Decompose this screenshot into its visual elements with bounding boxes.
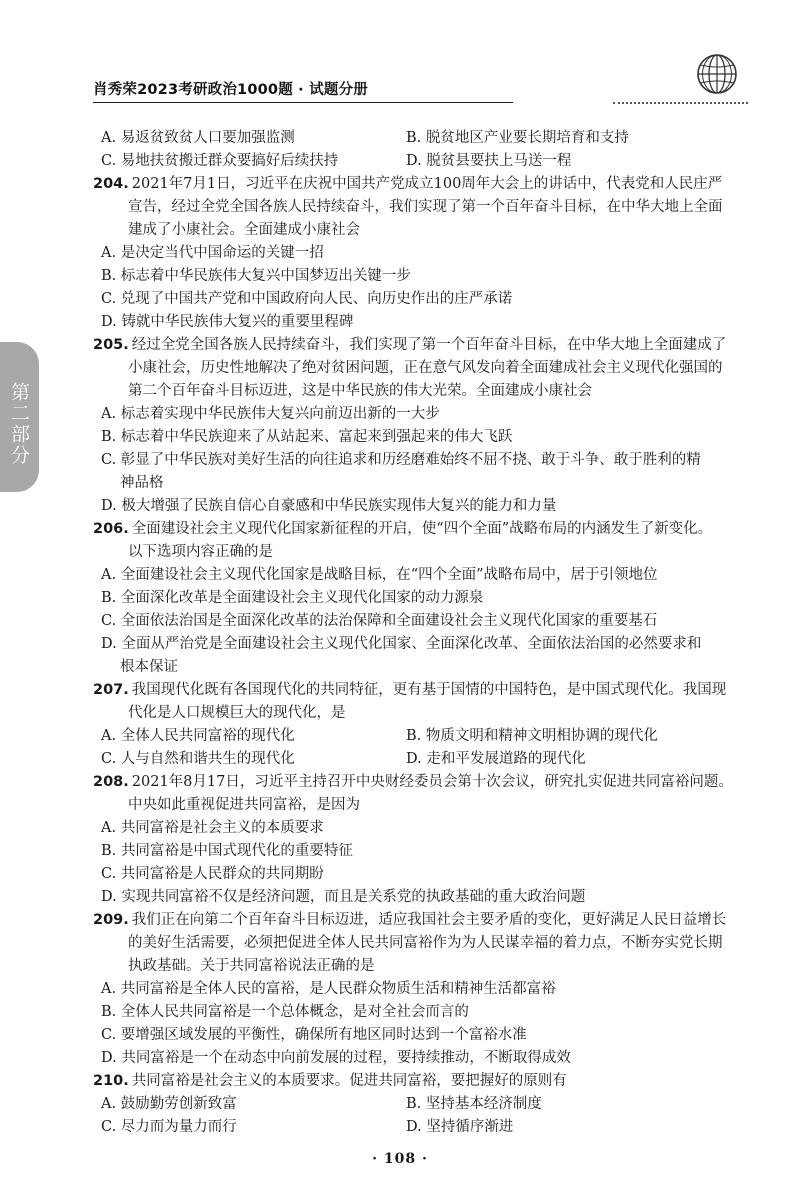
question-stem-line: 的美好生活需要，必须把促进全体人民共同富裕作为为人民谋幸福的着力点，不断夯实党长期 (128, 935, 723, 951)
answer-option: A. 易返贫致贫人口要加强监测 (101, 130, 295, 146)
answer-option: C. 要增强区域发展的平衡性，确保所有地区同时达到一个富裕水准 (101, 1027, 527, 1043)
question-number: 204. (93, 176, 129, 192)
answer-option: D. 脱贫县要扶上马送一程 (406, 153, 572, 169)
answer-option: C. 尽力而为量力而行 (101, 1119, 237, 1135)
question-stem-text: 我们正在向第二个百年奋斗目标迈进，适应我国社会主要矛盾的变化，更好满足人民日益增长 (131, 912, 727, 928)
answer-option: C. 共同富裕是人民群众的共同期盼 (101, 866, 324, 882)
answer-option: B. 全体人民共同富裕是一个总体概念，是对全社会而言的 (101, 1004, 469, 1020)
answer-option: A. 共同富裕是社会主义的本质要求 (101, 820, 324, 836)
question-stem-line: 宣告，经过全党全国各族人民持续奋斗，我们实现了第一个百年奋斗目标，在中华大地上全面 (128, 199, 723, 215)
section-side-tab-label: 第二部分 (8, 382, 30, 466)
answer-option: A. 是决定当代中国命运的关键一招 (101, 245, 324, 261)
question-number: 209. (93, 912, 129, 928)
question-stem-line: 小康社会，历史性地解决了绝对贫困问题，正在意气风发向着全面建成社会主义现代化强国的 (128, 360, 723, 376)
answer-option: D. 极大增强了民族自信心自豪感和中华民族实现伟大复兴的能力和力量 (101, 498, 557, 514)
answer-option: B. 全面深化改革是全面建设社会主义现代化国家的动力源泉 (101, 590, 484, 606)
question-number: 207. (93, 682, 129, 698)
question-stem-line (93, 335, 726, 355)
answer-option: C. 全面依法治国是全面深化改革的法治保障和全面建设社会主义现代化国家的重要基石 (101, 613, 658, 629)
answer-option: B. 标志着中华民族迎来了从站起来、富起来到强起来的伟大飞跃 (101, 429, 513, 445)
question-stem-line: 以下选项内容正确的是 (128, 544, 273, 560)
question-number: 210. (93, 1073, 129, 1089)
answer-option: D. 实现共同富裕不仅是经济问题，而且是关系党的执政基础的重大政治问题 (101, 889, 586, 905)
question-stem-line (93, 680, 726, 700)
question-stem-line: 代化是人口规模巨大的现代化，是 (128, 705, 346, 721)
question-number: 206. (93, 521, 129, 537)
question-number: 205. (93, 337, 129, 353)
answer-option: C. 彰显了中华民族对美好生活的向往追求和历经磨难始终不屈不挠、敢于斗争、敢于胜利的精 (101, 452, 701, 468)
answer-option: A. 标志着实现中华民族伟大复兴向前迈出新的一大步 (101, 406, 440, 422)
answer-option: 根本保证 (120, 659, 178, 675)
answer-option: A. 鼓励勤劳创新致富 (101, 1096, 237, 1112)
question-stem-line: 第二个百年奋斗目标迈进，这是中华民族的伟大光荣。全面建成小康社会 (128, 383, 592, 399)
question-stem-line (93, 174, 722, 194)
answer-option: D. 坚持循序渐进 (406, 1119, 514, 1135)
answer-option: A. 全面建设社会主义现代化国家是战略目标，在“四个全面”战略布局中，居于引领地位 (101, 567, 658, 583)
page-number: · 108 · (372, 1151, 428, 1167)
question-stem-line (93, 772, 733, 792)
answer-option: C. 人与自然和谐共生的现代化 (101, 751, 295, 767)
question-stem-text: 全面建设社会主义现代化国家新征程的开启，使“四个全面”战略布局的内涵发生了新变化。 (131, 521, 713, 537)
question-stem-text: 2021年8月17日，习近平主持召开中央财经委员会第十次会议，研究扎实促进共同富裕问题。 (131, 774, 733, 790)
answer-option: D. 共同富裕是一个在动态中向前发展的过程，要持续推动，不断取得成效 (101, 1050, 571, 1066)
question-stem-text: 我国现代化既有各国现代化的共同特征，更有基于国情的中国特色，是中国式现代化。我国现 (131, 682, 727, 698)
answer-option: C. 易地扶贫搬迁群众要搞好后续扶持 (101, 153, 339, 169)
question-stem-line: 执政基础。关于共同富裕说法正确的是 (128, 958, 375, 974)
question-stem-line (93, 1071, 567, 1091)
answer-option: 神品格 (120, 475, 164, 491)
question-stem-line: 建成了小康社会。全面建成小康社会 (128, 222, 360, 238)
header-title: 肖秀荣2023考研政治1000题 · 试题分册 (93, 82, 368, 98)
answer-option: B. 坚持基本经济制度 (406, 1096, 542, 1112)
answer-option: C. 兑现了中国共产党和中国政府向人民、向历史作出的庄严承诺 (101, 291, 513, 307)
answer-option: D. 走和平发展道路的现代化 (406, 751, 586, 767)
answer-option: B. 共同富裕是中国式现代化的重要特征 (101, 843, 353, 859)
answer-option: B. 脱贫地区产业要长期培育和支持 (406, 130, 629, 146)
question-number: 208. (93, 774, 129, 790)
question-stem-line (93, 910, 726, 930)
question-stem-text: 经过全党全国各族人民持续奋斗，我们实现了第一个百年奋斗目标，在中华大地上全面建成了 (131, 337, 727, 353)
answer-option: B. 标志着中华民族伟大复兴中国梦迈出关键一步 (101, 268, 411, 284)
answer-option: B. 物质文明和精神文明相协调的现代化 (406, 728, 658, 744)
question-stem-line (93, 519, 712, 539)
question-stem-text: 2021年7月1日，习近平在庆祝中国共产党成立100周年大会上的讲话中，代表党和人民庄严 (131, 176, 723, 192)
answer-option: D. 全面从严治党是全面建设社会主义现代化国家、全面深化改革、全面依法治国的必然要求和 (101, 636, 702, 652)
answer-option: A. 全体人民共同富裕的现代化 (101, 728, 295, 744)
question-stem-text: 共同富裕是社会主义的本质要求。促进共同富裕，要把握好的原则有 (131, 1073, 567, 1089)
answer-option: D. 铸就中华民族伟大复兴的重要里程碑 (101, 314, 354, 330)
answer-option: A. 共同富裕是全体人民的富裕，是人民群众物质生活和精神生活都富裕 (101, 981, 556, 997)
question-stem-line: 中央如此重视促进共同富裕，是因为 (128, 797, 360, 813)
